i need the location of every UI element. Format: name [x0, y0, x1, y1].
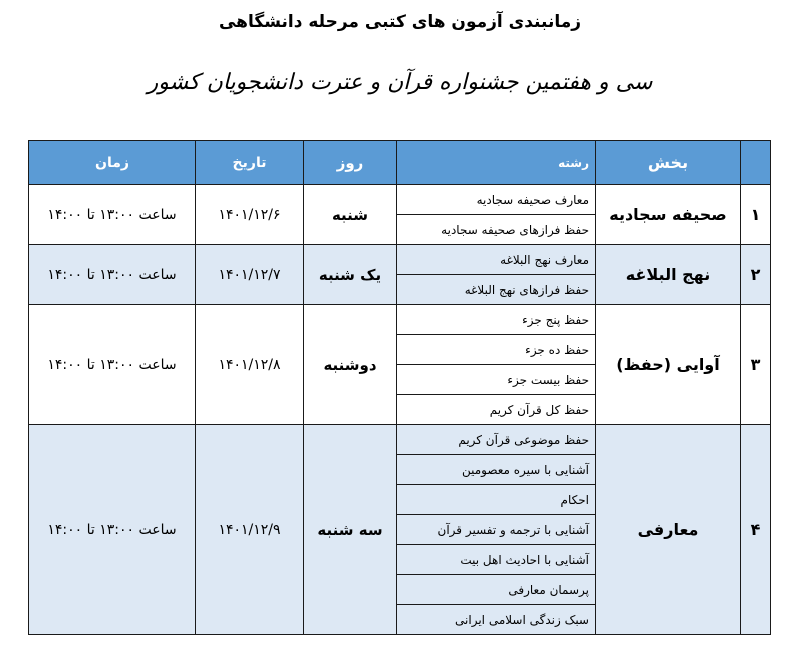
field-cell: پرسمان معارفی	[397, 575, 596, 605]
time-cell: ساعت ۱۳:۰۰ تا ۱۴:۰۰	[29, 425, 196, 635]
schedule-table	[28, 140, 771, 635]
date-cell: ۱۴۰۱/۱۲/۷	[196, 245, 304, 305]
time-cell: ساعت ۱۳:۰۰ تا ۱۴:۰۰	[29, 245, 196, 305]
header-day: روز	[304, 141, 397, 185]
day-cell: سه شنبه	[304, 425, 397, 635]
day-cell: دوشنبه	[304, 305, 397, 425]
header-section: بخش	[596, 141, 741, 185]
field-cell: حفظ ده جزء	[397, 335, 596, 365]
section-name: معارفی	[596, 425, 741, 635]
table-row	[29, 245, 771, 275]
date-cell: ۱۴۰۱/۱۲/۶	[196, 185, 304, 245]
field-cell: حفظ فرازهای صحیفه سجادیه	[397, 215, 596, 245]
table-row	[29, 425, 771, 455]
date-cell: ۱۴۰۱/۱۲/۸	[196, 305, 304, 425]
section-name: آوایی (حفظ)	[596, 305, 741, 425]
header-date: تاریخ	[196, 141, 304, 185]
header-number	[741, 141, 771, 185]
field-cell: حفظ کل قرآن کریم	[397, 395, 596, 425]
day-cell: یک شنبه	[304, 245, 397, 305]
field-cell: احکام	[397, 485, 596, 515]
table-header-row	[29, 141, 771, 185]
section-name: صحیفه سجادیه	[596, 185, 741, 245]
page-subtitle: سی و هفتمین جشنواره قرآن و عترت دانشجویان کشور	[147, 70, 653, 95]
field-cell: حفظ موضوعی قرآن کریم	[397, 425, 596, 455]
field-cell: آشنایی با ترجمه و تفسیر قرآن	[397, 515, 596, 545]
page-title: زمانبندی آزمون های کتبی مرحله دانشگاهی	[218, 12, 582, 32]
time-cell: ساعت ۱۳:۰۰ تا ۱۴:۰۰	[29, 185, 196, 245]
section-number: ۱	[741, 185, 771, 245]
field-cell: سبک زندگی اسلامی ایرانی	[397, 605, 596, 635]
day-cell: شنبه	[304, 185, 397, 245]
header-time: زمان	[29, 141, 196, 185]
field-cell: آشنایی با احادیث اهل بیت	[397, 545, 596, 575]
section-number: ۳	[741, 305, 771, 425]
table-row	[29, 305, 771, 335]
field-cell: معارف نهج البلاغه	[397, 245, 596, 275]
section-name: نهج البلاغه	[596, 245, 741, 305]
field-cell: آشنایی با سیره معصومین	[397, 455, 596, 485]
field-cell: معارف صحیفه سجادیه	[397, 185, 596, 215]
date-cell: ۱۴۰۱/۱۲/۹	[196, 425, 304, 635]
header-field: رشته	[397, 141, 596, 185]
time-cell: ساعت ۱۳:۰۰ تا ۱۴:۰۰	[29, 305, 196, 425]
section-number: ۴	[741, 425, 771, 635]
field-cell: حفظ بیست جزء	[397, 365, 596, 395]
field-cell: حفظ پنج جزء	[397, 305, 596, 335]
table-row	[29, 185, 771, 215]
field-cell: حفظ فرازهای نهج البلاغه	[397, 275, 596, 305]
section-number: ۲	[741, 245, 771, 305]
